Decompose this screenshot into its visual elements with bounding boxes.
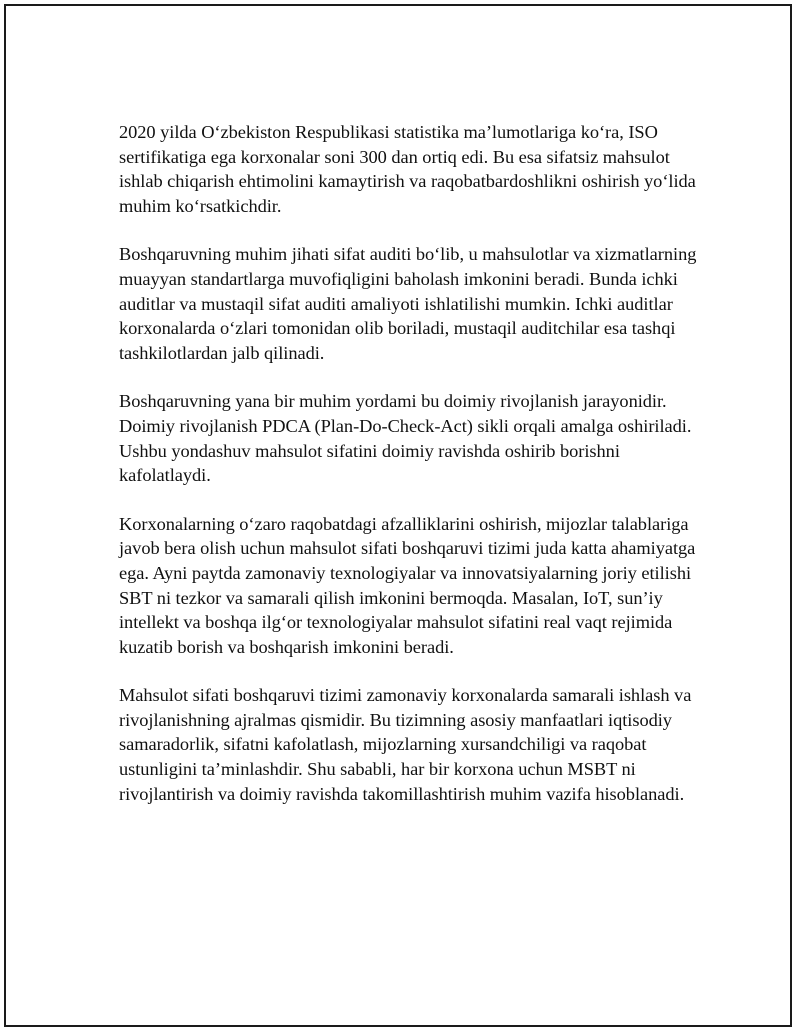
page-frame bbox=[4, 4, 792, 1027]
document-body bbox=[119, 120, 709, 830]
paragraph-competitive-advantage: Korxonalarning o‘zaro raqobatdagi afzalliklarini oshirish, mijozlar talablariga javob bera olish uchun mahsulot sifati boshqaruvi tizimi juda katta ahamiyatga ega. Ayni paytda zamonaviy texnologiyalar va innovatsiyalarning joriy etilishi SBT ni tezkor va samarali qilish imkonini bermoqda. Masalan, IoT, sun’iy intellekt va boshqa ilg‘or texnologiyalar mahsulot sifatini real vaqt rejimida kuzatib borish va boshqarish imkonini beradi. bbox=[119, 513, 696, 657]
paragraph-conclusion: Mahsulot sifati boshqaruvi tizimi zamonaviy korxonalarda samarali ishlash va rivojlanishning ajralmas qismidir. Bu tizimning asosiy manfaatlari iqtisodiy samaradorlik, sifatni kafolatlash, mijozlarning xursandchiligi va raqobat ustunligini ta’minlashdir. Shu sababli, har bir korxona uchun MSBT ni rivojlantirish va doimiy ravishda takomillashtirish muhim vazifa hisoblanadi. bbox=[119, 685, 692, 804]
paragraph-continuous-improvement: Boshqaruvning yana bir muhim yordami bu doimiy rivojlanish jarayonidir. Doimiy rivojlanish PDCA (Plan-Do-Check-Act) sikli orqali amalga oshiriladi. Ushbu yondashuv mahsulot sifatini doimiy ravishda oshirib borishni kafolatlaydi. bbox=[119, 391, 692, 486]
paragraph-quality-audit: Boshqaruvning muhim jihati sifat auditi bo‘lib, u mahsulotlar va xizmatlarning muayyan standartlarga muvofiqligini baholash imkonini beradi. Bunda ichki auditlar va mustaqil sifat auditi amaliyoti ishlatilishi mumkin. Ichki auditlar korxonalarda o‘zlari tomonidan olib boriladi, mustaqil auditchilar esa tashqi tashkilotlardan jalb qilinadi. bbox=[119, 244, 697, 363]
paragraph-iso-statistics: 2020 yilda O‘zbekiston Respublikasi statistika ma’lumotlariga ko‘ra, ISO sertifikatiga ega korxonalar soni 300 dan ortiq edi. Bu esa sifatsiz mahsulot ishlab chiqarish ehtimolini kamaytirish va raqobatbardoshlikni oshirish yo‘lida muhim ko‘rsatkichdir. bbox=[119, 122, 696, 216]
